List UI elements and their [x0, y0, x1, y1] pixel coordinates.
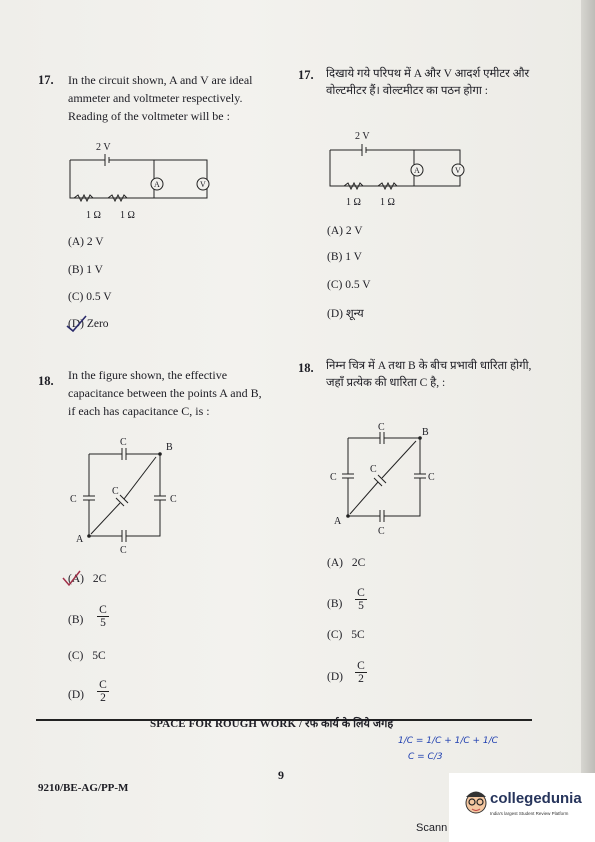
q17-number-hindi: 17. [298, 68, 314, 82]
q17-answer-tick-mark [64, 314, 94, 334]
cap-diagonal-label: C [112, 486, 119, 497]
q17-text-line: In the circuit shown, A and V are ideal [68, 73, 253, 87]
q18-option-c-value: 5C [92, 650, 106, 662]
ammeter-label: A [154, 180, 160, 189]
q18-option-d-numerator: C [99, 679, 107, 691]
q18-option-b-denominator: 5 [97, 616, 109, 629]
cap-bottom-label: C [120, 545, 127, 556]
q18-option-d-fraction [97, 679, 109, 704]
voltmeter-label-hindi: V [455, 166, 461, 175]
q18-option-c-hindi [327, 629, 365, 641]
q18-option-b-denominator-hindi: 5 [355, 599, 367, 612]
point-a-label: A [76, 534, 84, 545]
q17-option-b: (B) 1 V [68, 264, 103, 276]
q17-number: 17. [38, 73, 54, 87]
q18-text-line: capacitance between the points A and B, [68, 386, 262, 400]
cap-left-label-hindi: C [330, 472, 337, 483]
cap-diagonal-label-hindi: C [370, 464, 377, 475]
q18-number-hindi: 18. [298, 361, 314, 375]
point-b-label-hindi: B [422, 427, 429, 438]
q17-hindi-text [326, 66, 541, 100]
q18-option-c-label: (C) [68, 650, 84, 662]
q18-text-line: In the figure shown, the effective [68, 368, 228, 382]
q18-option-d-denominator: 2 [97, 691, 109, 704]
rough-work-caption: SPACE FOR ROUGH WORK / रफ कार्य के लिये जगह [150, 718, 394, 730]
q18-option-c-label-hindi: (C) [327, 629, 343, 641]
cap-right-label: C [170, 494, 177, 505]
collegedunia-logo-text: collegedunia [490, 790, 582, 807]
q18-option-a-value: 2C [92, 573, 107, 585]
collegedunia-tagline: India's largest Student Review Platform [490, 811, 569, 816]
resistor1-label-hindi: 1 Ω [346, 197, 361, 208]
q18-option-a-value-hindi: 2C [351, 557, 366, 569]
source-label-hindi: 2 V [355, 131, 370, 142]
handwritten-calculation-line1: 1/C = 1/C + 1/C + 1/C [398, 736, 498, 746]
scanner-footer-text: Scann [416, 822, 448, 834]
q17-option-b-hindi: (B) 1 V [327, 251, 362, 263]
q18-option-b-numerator-hindi: C [357, 587, 365, 599]
q18-option-a-label-hindi: (A) [327, 557, 343, 569]
q18-option-d-fraction-hindi [355, 660, 367, 685]
q18-capacitor-figure-en [62, 432, 192, 557]
q18-option-b-fraction-hindi [355, 587, 367, 612]
q18-option-b-label: (B) [68, 614, 84, 626]
cap-left-label: C [70, 494, 77, 505]
q18-hindi-line: निम्न चित्र में A तथा B के बीच प्रभावी धारिता होगी, [326, 360, 532, 372]
q18-option-d-denominator-hindi: 2 [355, 672, 367, 685]
resistor2-label: 1 Ω [120, 210, 135, 221]
q17-option-d-hindi: (D) शून्य [327, 308, 364, 320]
q18-capacitor-figure-hindi [328, 418, 448, 538]
q18-option-a-hindi [327, 557, 365, 569]
q17-hindi-line: वोल्टमीटर हैं। वोल्टमीटर का पठन होगा : [326, 85, 488, 97]
q18-hindi-text [326, 358, 556, 392]
q17-text [68, 71, 278, 125]
q18-number: 18. [38, 374, 54, 388]
q18-option-c-value-hindi: 5C [351, 629, 365, 641]
q17-circuit-en [60, 138, 220, 228]
q17-option-d: (D) Zero [68, 318, 109, 330]
q17-option-c-hindi: (C) 0.5 V [327, 279, 371, 291]
q17-hindi-line: दिखाये गये परिपथ में A और V आदर्श एमीटर और [326, 68, 530, 80]
q18-text-line: if each has capacitance C, is : [68, 404, 210, 418]
q18-option-b-fraction [97, 604, 109, 629]
q17-option-c: (C) 0.5 V [68, 291, 112, 303]
q18-answer-tick-mark [60, 568, 90, 588]
q18-text [68, 366, 278, 420]
resistor2-label-hindi: 1 Ω [380, 197, 395, 208]
resistor1-label: 1 Ω [86, 210, 101, 221]
q18-option-b-label-hindi: (B) [327, 598, 343, 610]
collegedunia-logo-icon [462, 786, 490, 816]
cap-top-label: C [120, 437, 127, 448]
page-edge-shadow [581, 0, 595, 842]
point-a-label-hindi: A [334, 516, 342, 527]
q18-option-c [68, 650, 106, 662]
q18-hindi-line: जहाँ प्रत्येक की धारिता C है, : [326, 377, 446, 389]
q17-option-a: (A) 2 V [68, 236, 104, 248]
q18-option-a-label: (A) [68, 573, 84, 585]
ammeter-label-hindi: A [414, 166, 420, 175]
q18-option-d-label: (D) [68, 689, 84, 701]
q17-circuit-hindi [322, 128, 482, 212]
q18-option-d-label-hindi: (D) [327, 671, 343, 683]
cap-right-label-hindi: C [428, 472, 435, 483]
voltmeter-label: V [200, 180, 206, 189]
cap-bottom-label-hindi: C [378, 526, 385, 537]
point-b-label: B [166, 442, 173, 453]
cap-top-label-hindi: C [378, 422, 385, 433]
q18-option-b-numerator: C [99, 604, 107, 616]
q17-text-line: ammeter and voltmeter respectively. [68, 91, 243, 105]
paper-code: 9210/BE-AG/PP-M [38, 782, 129, 794]
page-number: 9 [278, 768, 284, 782]
q17-option-a-hindi: (A) 2 V [327, 225, 363, 237]
source-label: 2 V [96, 142, 111, 153]
q17-text-line: Reading of the voltmeter will be : [68, 109, 230, 123]
handwritten-calculation-line2: C = C/3 [408, 752, 443, 762]
q18-option-d-numerator-hindi: C [357, 660, 365, 672]
